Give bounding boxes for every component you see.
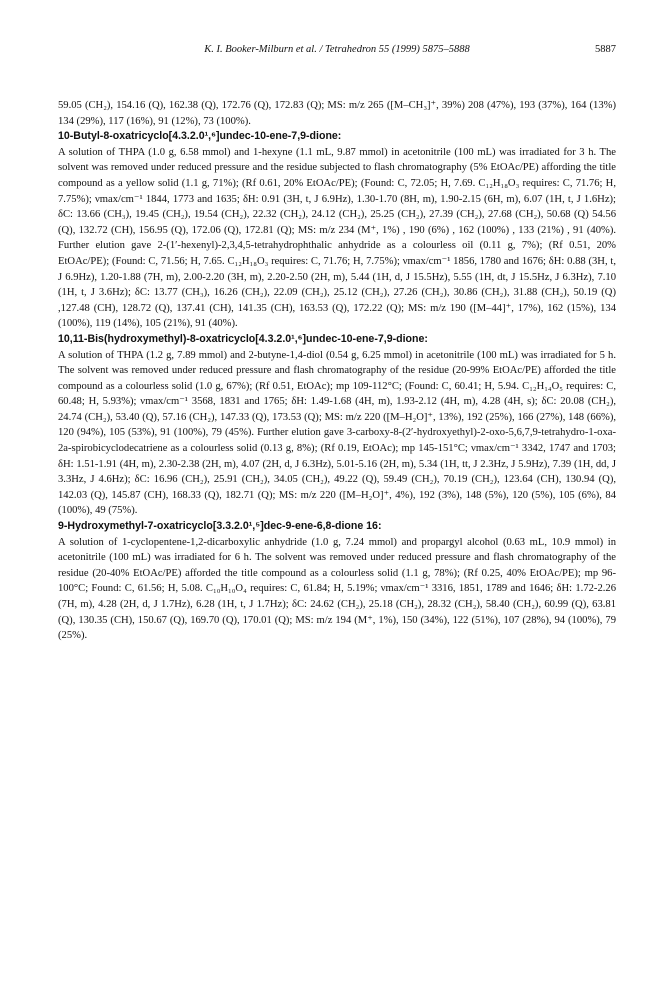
compound-heading: 10-Butyl-8-oxatricyclo[4.3.2.0¹,⁶]undec-10-ene-7,9-dione: — [58, 130, 342, 143]
paragraph: A solution of THPA (1.0 g, 6.58 mmol) and 1-hexyne (1.1 mL, 9.87 mmol) in acetonitrile (100 mL) was irradiated for 3 h. The solvent was removed under reduced pressure and the residue subjected to flash chromatography (5% EtOAc/PE) affording the title compound as a yellow solid (1.1 g, 71%); (Rf 0.61, 20% EtOAc/PE); (Found: C, 72.05; H, 7.69. C₁₂H₁₈O₃ requires: C, 71.76; H, 7.75%); νmax/cm⁻¹ 1844, 1773 and 1635; δH: 0.91 (3H, t, J 6.9Hz), 1.30-1.70 (8H, m), 1.90-2.15 (6H, m), 6.07 (1H, t, J 1.6Hz); δC: 13.66 (CH₃), 19.45 (CH₂), 19.54 (CH₂), 22.32 (CH₂), 24.12 (CH₂), 25.25 (CH₂), 27.39 (CH₂), 27.68 (CH₂), 50.68 (Q) 54.56 (Q), 132.72 (CH), 156.95 (Q), 172.06 (Q), 172.81 (Q); MS: m/z 234 (M⁺, 1%) , 190 (6%) , 162 (100%) , 133 (21%) , 91 (40%). Further elution gave 2-(1′-hexenyl)-2,3,4,5-tetrahydrophthalic anhydride as a colourless oil (0.11 g, 7%); (Rf 0.51, 20% EtOAc/PE); (Found: C, 71.56; H, 7.65. C₁₂H₁₈O₃ requires: C, 71.76; H, 7.75%); νmax/cm⁻¹ 1856, 1780 and 1676; δH: 0.88 (3H, t, J 6.9Hz), 1.20-1.88 (7H, m), 2.00-2.20 (3H, m), 2.20-2.50 (2H, m), 5.44 (1H, d, J 15.5Hz), 5.55 (1H, dt, J 15.5Hz, J 6.3Hz), 7.10 (1H, t, J 3.6Hz); δC: 13.77 (CH₃), 16.26 (CH₂), 22.09 (CH₂), 25.12 (CH₂), 27.26 (CH₂), 30.86 (CH₂), 31.88 (CH₂), 50.19 (Q) ,127.48 (CH), 128.72 (Q), 137.41 (CH), 141.35 (CH), 163.53 (Q), 172.22 (Q); MS: m/z 190 ([M–44]⁺, 17%), 162 (15%), 134 (100%), 119 (14%), 105 (21%), 91 (40%). — [58, 146, 616, 330]
compound-heading: 10,11-Bis(hydroxymethyl)-8-oxatricyclo[4.3.2.0¹,⁶]undec-10-ene-7,9-dione: — [58, 332, 428, 345]
article-body — [58, 98, 616, 644]
compound-heading: 9-Hydroxymethyl-7-oxatricyclo[3.3.2.0¹,⁵]dec-9-ene-6,8-dione 16: — [58, 520, 382, 533]
paragraph: A solution of 1-cyclopentene-1,2-dicarboxylic anhydride (1.0 g, 7.24 mmol) and propargyl alcohol (0.63 mL, 10.9 mmol) in acetonitrile (100 mL) was irradiated for 6 h. The solvent was removed under reduced pressure and flash chromatography of the residue (20-40% EtOAc/PE) afforded the title compound as a colourless solid (1.1 g, 78%); (Rf 0.25, 40% EtOAc/PE); mp 96-100°C; Found: C, 61.56; H, 5.08. C₁₀H₁₀O₄ requires: C, 61.84; H, 5.19%; νmax/cm⁻¹ 3316, 1851, 1789 and 1646; δH: 1.72-2.26 (7H, m), 4.28 (2H, d, J 1.7Hz), 6.28 (1H, t, J 1.7Hz); δC: 24.62 (CH₂), 25.18 (CH₂), 28.32 (CH₂), 58.40 (CH₂), 60.99 (Q), 63.81 (Q), 130.35 (CH), 150.67 (Q), 169.70 (Q), 170.01 (Q); MS: m/z 194 (M⁺, 1%), 150 (34%), 122 (51%), 107 (28%), 94 (100%), 79 (25%). — [58, 536, 616, 642]
running-header — [58, 44, 616, 60]
paragraph: 59.05 (CH₂), 154.16 (Q), 162.38 (Q), 172.76 (Q), 172.83 (Q); MS: m/z 265 ([M–CH₃]⁺, 39%) 208 (47%), 193 (37%), 164 (13%) 134 (29%), 117 (16%), 91 (12%), 73 (100%). — [58, 100, 616, 127]
paragraph: A solution of THPA (1.2 g, 7.89 mmol) and 2-butyne-1,4-diol (0.54 g, 6.25 mmol) in acetonitrile (100 mL) was irradiated for 5 h. The solvent was removed under reduced pressure and flash chromatography of the residue (20-99% EtOAc/PE) afforded the title compound as a colourless solid (1.0 g, 67%); (Rf 0.51, EtOAc); mp 109-112°C; (Found: C, 60.41; H, 5.94. C₁₂H₁₄O₅ requires: C, 60.48; H, 5.93%); νmax/cm⁻¹ 3568, 1831 and 1765; δH: 1.49-1.68 (4H, m), 1.93-2.12 (4H, m), 4.28 (4H, s); δC: 20.08 (CH₂), 24.74 (CH₂), 53.40 (Q), 57.16 (CH₂), 147.33 (Q), 173.53 (Q); MS: m/z 220 ([M–H₂O]⁺, 13%), 192 (25%), 166 (27%), 148 (66%), 120 (94%), 105 (53%), 91 (100%), 79 (45%). Further elution gave 3-carboxy-8-(2′-hydroxyethyl)-2-oxo-5,6,7,9-tetrahydro-1-oxa-2a-spirobicyclodecatriene as a colourless solid (0.13 g, 8%); (Rf 0.19, EtOAc); mp 145-151°C; νmax/cm⁻¹ 3342, 1747 and 1703; δH: 1.51-1.91 (4H, m), 2.30-2.38 (2H, m), 4.07 (2H, d, J 6.3Hz), 5.01-5.16 (2H, m), 5.34 (1H, tt, J 2.3Hz, J 5.9Hz), 7.39 (1H, dd, J 3.3Hz, J 4.6Hz); δC: 16.96 (CH₂), 25.91 (CH₂), 34.05 (CH₂), 49.22 (Q), 59.49 (CH₂), 70.19 (CH₂), 123.64 (CH), 130.94 (Q), 142.03 (Q), 145.87 (CH), 168.33 (Q), 182.71 (Q); MS: m/z 220 ([M–H₂O]⁺, 4%), 192 (3%), 148 (5%), 120 (5%), 105 (6%), 84 (100%), 49 (75%). — [58, 349, 616, 517]
running-head: K. I. Booker-Milburn et al. / Tetrahedron 55 (1999) 5875–5888 — [204, 44, 470, 55]
page-number: 5887 — [595, 44, 616, 55]
